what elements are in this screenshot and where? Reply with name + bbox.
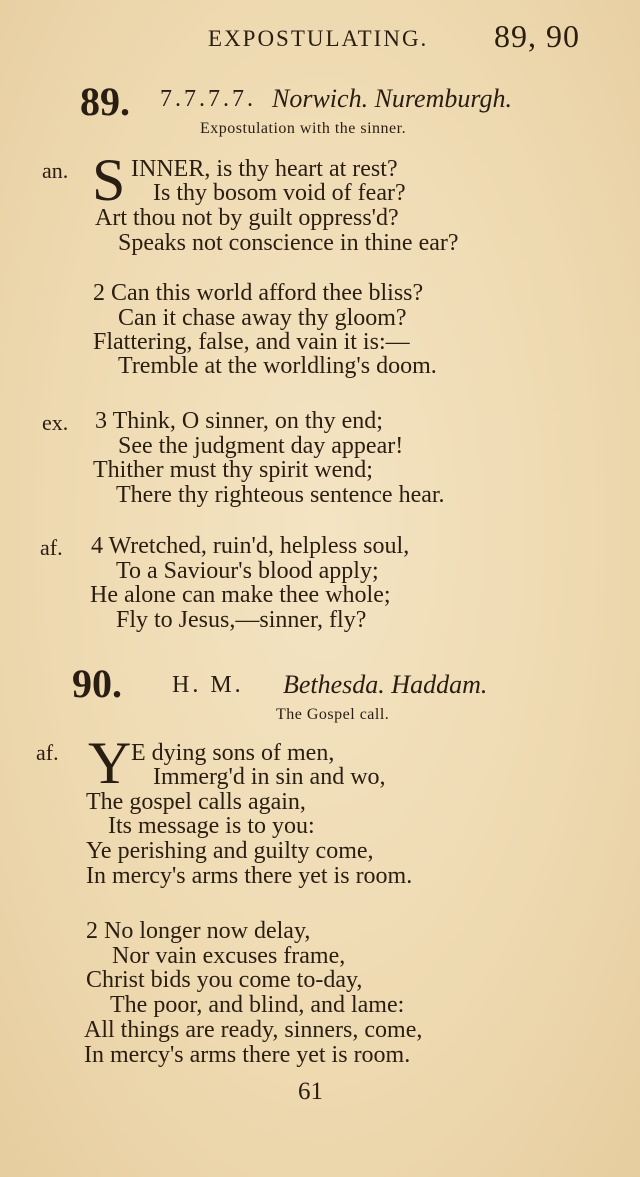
verse-line: E dying sons of men, — [131, 740, 335, 766]
verse-line: 2 No longer now delay, — [86, 918, 311, 944]
drop-cap: Y — [88, 730, 132, 796]
verse-line: Nor vain excuses frame, — [112, 943, 346, 969]
hymn-90-tunes: Bethesda. Haddam. — [283, 670, 488, 699]
stanza-mark: af. — [40, 535, 63, 560]
verse-line: Tremble at the worldling's doom. — [118, 353, 437, 379]
verse-line: INNER, is thy heart at rest? — [131, 156, 398, 182]
verse-line: Speaks not conscience in thine ear? — [118, 230, 459, 256]
verse-line: Fly to Jesus,—sinner, fly? — [116, 607, 367, 633]
verse-line: Art thou not by guilt oppress'd? — [95, 205, 399, 231]
verse-line: Its message is to you: — [108, 813, 315, 839]
verse-line: In mercy's arms there yet is room. — [86, 863, 413, 889]
verse-line: In mercy's arms there yet is room. — [84, 1042, 411, 1068]
verse-line: The gospel calls again, — [86, 789, 306, 815]
stanza-mark: af. — [36, 740, 59, 765]
running-header-hymn-numbers: 89, 90 — [494, 18, 580, 54]
verse-line: Ye perishing and guilty come, — [86, 838, 374, 864]
verse-line: 2 Can this world afford thee bliss? — [93, 280, 424, 306]
hymn-89-tunes: Norwich. Nuremburgh. — [272, 84, 513, 113]
verse-line: The poor, and blind, and lame: — [110, 992, 405, 1018]
hymn-89-subtitle: Expostulation with the sinner. — [200, 120, 407, 137]
stanza-mark: ex. — [42, 410, 69, 435]
verse-line: Is thy bosom void of fear? — [153, 180, 406, 206]
running-header-title: EXPOSTULATING. — [208, 26, 429, 51]
hymn-90-number: 90. — [72, 661, 122, 706]
verse-line: To a Saviour's blood apply; — [116, 558, 379, 584]
verse-line: See the judgment day appear! — [118, 433, 404, 459]
verse-line: Immerg'd in sin and wo, — [153, 764, 386, 790]
hymn-89-number: 89. — [80, 79, 130, 124]
verse-line: 3 Think, O sinner, on thy end; — [95, 408, 383, 434]
drop-cap: S — [92, 147, 126, 213]
hymn-89-meter: 7.7.7.7. — [160, 86, 256, 112]
verse-line: 4 Wretched, ruin'd, helpless soul, — [91, 533, 410, 559]
page-number: 61 — [298, 1078, 323, 1105]
verse-line: Christ bids you come to-day, — [86, 967, 363, 993]
stanza-mark: an. — [42, 158, 69, 183]
verse-line: Flattering, false, and vain it is:— — [93, 329, 410, 355]
hymn-90-subtitle: The Gospel call. — [276, 706, 390, 723]
verse-line: All things are ready, sinners, come, — [84, 1017, 423, 1043]
verse-line: He alone can make thee whole; — [90, 582, 391, 608]
verse-line: Can it chase away thy gloom? — [118, 305, 407, 331]
verse-line: There thy righteous sentence hear. — [116, 482, 445, 508]
hymn-90-meter: H. M. — [172, 672, 244, 698]
verse-line: Thither must thy spirit wend; — [93, 457, 373, 483]
